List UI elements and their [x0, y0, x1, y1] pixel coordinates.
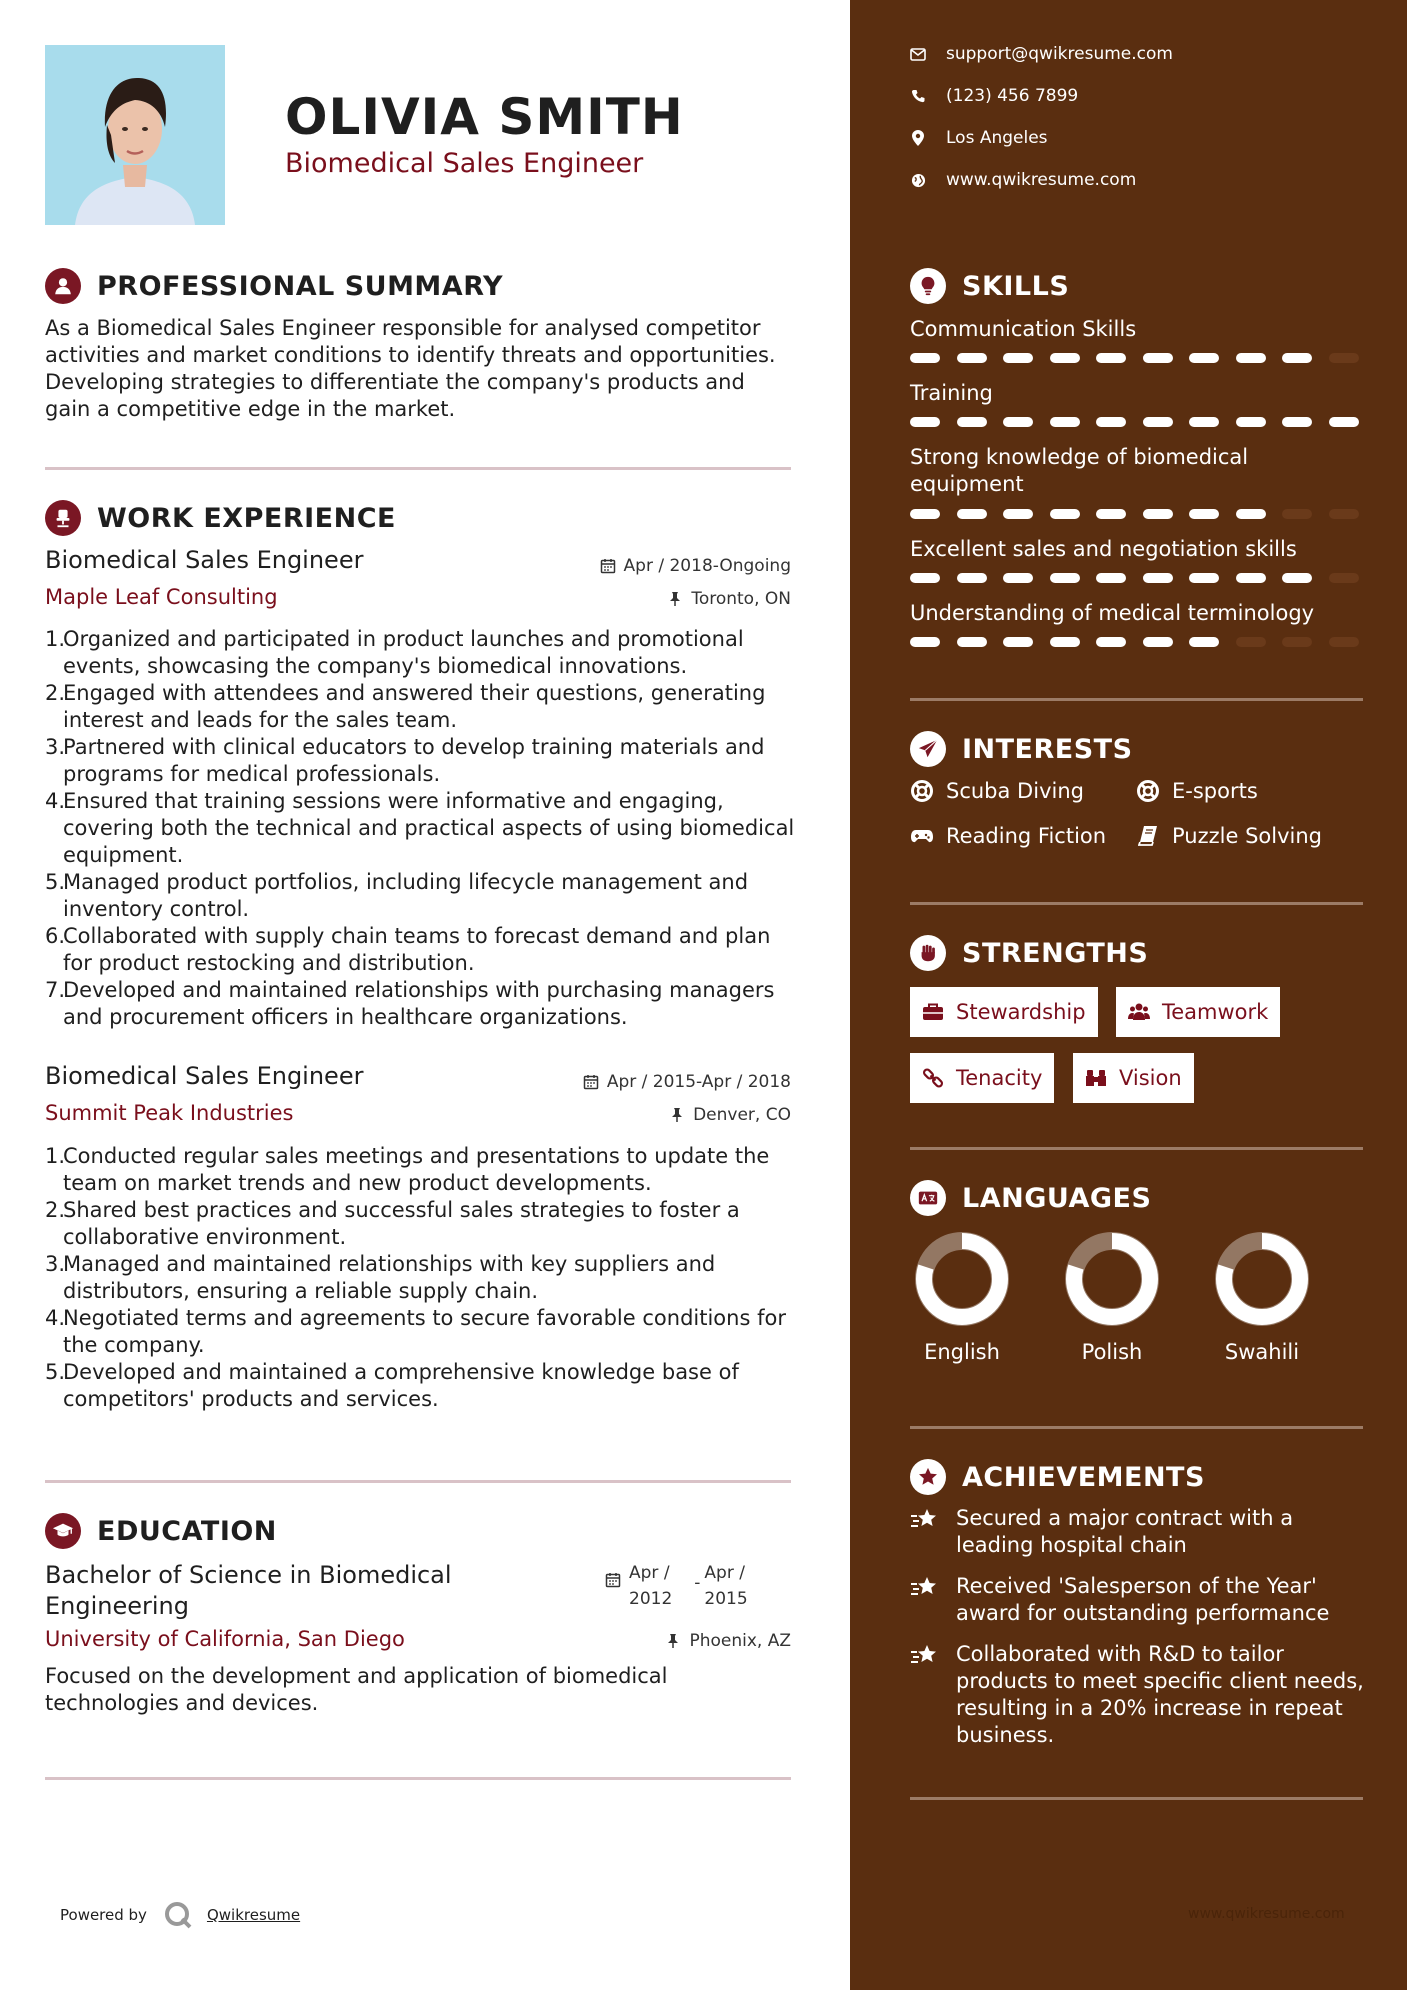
skill-dash: [1096, 637, 1126, 647]
skills-heading: [910, 268, 1069, 304]
interest-item: Scuba Diving: [910, 779, 1084, 803]
skill-dash: [957, 417, 987, 427]
calendar-icon: [605, 1572, 621, 1588]
section-divider: [45, 1480, 791, 1483]
summary-text: As a Biomedical Sales Engineer responsible for analysed competitor activities and market conditions to identify threats and opportunities. Developing strategies to differentiate the company's products and gain a competitive edge in the market.: [45, 316, 776, 421]
office-chair-icon: [45, 500, 81, 536]
language-item: [1212, 1232, 1312, 1364]
skill-level-bar: [910, 637, 1370, 647]
sidebar: [850, 0, 1407, 1990]
skill-dash: [1236, 417, 1266, 427]
education-start: Apr / 2012: [629, 1563, 673, 1609]
skill-dash: [1143, 573, 1173, 583]
company-name: Summit Peak Industries: [45, 1101, 294, 1125]
language-name: Swahili: [1224, 1340, 1300, 1364]
skills-title: SKILLS: [962, 270, 1070, 302]
profile-photo: [45, 45, 225, 225]
job-dates: [600, 556, 791, 576]
list-item: 7.Developed and maintained relationships with purchasing managers and procurement officers in healthcare organizations.: [45, 978, 775, 1029]
section-divider: [910, 902, 1363, 905]
skill-dash: [910, 637, 940, 647]
strength-badge: Vision: [1073, 1053, 1194, 1103]
contact-website[interactable]: www.qwikresume.com: [910, 170, 1136, 190]
phone-icon: [910, 88, 926, 104]
powered-by: [60, 1900, 300, 1930]
job-location: [667, 589, 791, 609]
qwikresume-logo-icon: [163, 1900, 193, 1930]
duties-list: [45, 626, 795, 1031]
education-title: EDUCATION: [97, 1515, 277, 1547]
language-name: Polish: [1081, 1340, 1143, 1364]
section-divider: [910, 1797, 1363, 1800]
pin-icon: [667, 591, 683, 607]
interest-item: Puzzle Solving: [1136, 824, 1322, 848]
job-location-text: Toronto, ON: [691, 589, 791, 609]
language-name: English: [924, 1340, 1000, 1364]
experience-title: WORK EXPERIENCE: [97, 502, 396, 534]
skill-level-bar: [910, 573, 1370, 583]
list-item: 1.Conducted regular sales meetings and presentations to update the team on market trends and new product developments.: [45, 1144, 770, 1195]
map-marker-icon: [910, 130, 926, 146]
achievement-item: Received 'Salesperson of the Year' award for outstanding performance: [910, 1573, 1370, 1627]
skill-dash: [1003, 509, 1033, 519]
skill-dash: [1050, 637, 1080, 647]
skill-dash: [1282, 417, 1312, 427]
skill-level-bar: [910, 417, 1370, 427]
binoculars-icon: [1085, 1067, 1107, 1089]
skill-dash: [1189, 573, 1219, 583]
skill-dash: [1189, 417, 1219, 427]
skill-level-bar: [910, 509, 1370, 519]
skill-dash: [1236, 353, 1266, 363]
envelope-icon: [910, 46, 926, 62]
section-divider: [910, 1147, 1363, 1150]
skill-dash: [910, 573, 940, 583]
skill-dash: [957, 573, 987, 583]
skill-name: Understanding of medical terminology: [910, 601, 1315, 625]
skill-dash: [1282, 637, 1312, 647]
skill-dash: [1189, 353, 1219, 363]
skill-dash: [1282, 353, 1312, 363]
skill-dash: [1329, 573, 1359, 583]
job-dates-text: Apr / 2018-Ongoing: [623, 556, 791, 576]
skill-dash: [910, 509, 940, 519]
skill-dash: [1003, 573, 1033, 583]
strengths-heading: [910, 935, 1148, 971]
candidate-role: Biomedical Sales Engineer: [285, 148, 644, 179]
language-level-ring: [1215, 1232, 1309, 1326]
languages-heading: [910, 1180, 1151, 1216]
skill-name: Training: [910, 381, 993, 405]
skill-dash: [1096, 509, 1126, 519]
footer-website: www.qwikresume.com: [1188, 1906, 1345, 1922]
skill-dash: [1282, 509, 1312, 519]
strength-badge: Stewardship: [910, 987, 1098, 1037]
paper-plane-icon: [910, 731, 946, 767]
powered-by-label: Powered by: [60, 1906, 147, 1924]
education-description: Focused on the development and application of biomedical technologies and devices.: [45, 1664, 668, 1715]
list-item: 2.Engaged with attendees and answered their questions, generating interest and leads for the sales team.: [45, 681, 766, 732]
skill-dash: [1050, 573, 1080, 583]
skill-level-bar: [910, 353, 1370, 363]
list-item: 5.Developed and maintained a comprehensive knowledge base of competitors' products and services.: [45, 1360, 739, 1411]
list-item: 5.Managed product portfolios, including lifecycle management and inventory control.: [45, 870, 749, 921]
list-item: 3.Partnered with clinical educators to develop training materials and programs for medical professionals.: [45, 735, 765, 786]
achievement-item: Collaborated with R&D to tailor products to meet specific client needs, resulting in a 20% increase in repeat business.: [910, 1641, 1370, 1749]
skill-dash: [1236, 573, 1266, 583]
languages-title: LANGUAGES: [962, 1182, 1152, 1214]
strength-badge: Teamwork: [1116, 987, 1280, 1037]
achievements-title: ACHIEVEMENTS: [962, 1461, 1205, 1493]
skill-dash: [1003, 353, 1033, 363]
section-divider: [45, 1777, 791, 1780]
summary-heading: [45, 268, 503, 304]
skill-dash: [1143, 509, 1173, 519]
strength-badge: Tenacity: [910, 1053, 1054, 1103]
user-icon: [45, 268, 81, 304]
skill-dash: [1329, 637, 1359, 647]
pin-icon: [665, 1633, 681, 1649]
contact-location: Los Angeles: [910, 128, 1048, 148]
skill-dash: [910, 353, 940, 363]
briefcase-icon: [922, 1001, 944, 1023]
section-divider: [910, 698, 1363, 701]
education-dates: [605, 1560, 770, 1612]
skill-dash: [1189, 637, 1219, 647]
skill-dash: [1282, 573, 1312, 583]
list-item: 1.Organized and participated in product launches and promotional events, showcasing the company's biomedical innovations.: [45, 627, 744, 678]
calendar-icon: [583, 1074, 599, 1090]
skill-dash: [1143, 417, 1173, 427]
qwikresume-link[interactable]: Qwikresume: [206, 1906, 301, 1924]
skill-dash: [1236, 509, 1266, 519]
list-item: 3.Managed and maintained relationships with key suppliers and distributors, ensuring a reliable supply chain.: [45, 1252, 716, 1303]
skill-dash: [1329, 417, 1359, 427]
fist-icon: [910, 935, 946, 971]
experience-heading: [45, 500, 396, 536]
job-dates: [583, 1072, 791, 1092]
section-divider: [45, 467, 791, 470]
calendar-icon: [600, 558, 616, 574]
summary-title: PROFESSIONAL SUMMARY: [97, 270, 504, 302]
job-location-text: Denver, CO: [693, 1105, 791, 1125]
star-icon: [910, 1505, 940, 1535]
globe-icon: [910, 172, 926, 188]
skill-dash: [1050, 353, 1080, 363]
education-end: Apr / 2015: [704, 1563, 748, 1609]
duties-list: [45, 1143, 795, 1413]
list-item: 4.Ensured that training sessions were informative and engaging, covering both the technical and practical aspects of using biomedical equipment.: [45, 789, 795, 867]
skill-dash: [1050, 509, 1080, 519]
education-heading: [45, 1513, 277, 1549]
contact-email[interactable]: support@qwikresume.com: [910, 44, 1173, 64]
job-dates-text: Apr / 2015-Apr / 2018: [606, 1072, 791, 1092]
job-title: Biomedical Sales Engineer: [45, 546, 364, 574]
list-item: 6.Collaborated with supply chain teams to forecast demand and plan for product restocking and distribution.: [45, 924, 771, 975]
skill-dash: [1329, 509, 1359, 519]
skill-name: Excellent sales and negotiation skills: [910, 537, 1297, 561]
skill-dash: [1003, 417, 1033, 427]
skill-dash: [1329, 353, 1359, 363]
strengths-title: STRENGTHS: [962, 937, 1149, 969]
achievements-heading: [910, 1459, 1205, 1495]
interests-heading: [910, 731, 1133, 767]
language-icon: [910, 1180, 946, 1216]
skill-dash: [1003, 637, 1033, 647]
list-item: 2.Shared best practices and successful sales strategies to foster a collaborative environment.: [45, 1198, 740, 1249]
skill-dash: [1143, 637, 1173, 647]
candidate-name: OLIVIA SMITH: [285, 88, 684, 146]
skill-dash: [1236, 637, 1266, 647]
achievement-item: Secured a major contract with a leading hospital chain: [910, 1505, 1370, 1559]
section-divider: [910, 1426, 1363, 1429]
skill-name: Communication Skills: [910, 317, 1137, 341]
school-name: University of California, San Diego: [45, 1627, 405, 1651]
graduation-cap-icon: [45, 1513, 81, 1549]
education-location: [665, 1631, 791, 1651]
skill-dash: [957, 353, 987, 363]
skill-dash: [957, 509, 987, 519]
contact-phone[interactable]: (123) 456 7899: [910, 86, 1078, 106]
pin-icon: [669, 1107, 685, 1123]
star-icon: [910, 1641, 940, 1671]
date-separator: -: [694, 1573, 701, 1593]
link-icon: [922, 1067, 944, 1089]
book-icon: [1136, 824, 1160, 848]
list-item: 4.Negotiated terms and agreements to secure favorable conditions for the company.: [45, 1306, 786, 1357]
gamepad-icon: [910, 824, 934, 848]
skill-name: Strong knowledge of biomedical equipment: [910, 445, 1249, 496]
language-item: [1062, 1232, 1162, 1364]
skill-dash: [1189, 509, 1219, 519]
star-badge-icon: [910, 1459, 946, 1495]
skill-dash: [1096, 417, 1126, 427]
interests-title: INTERESTS: [962, 733, 1133, 765]
skill-dash: [1050, 417, 1080, 427]
life-ring-icon: [1136, 779, 1160, 803]
skill-dash: [1096, 353, 1126, 363]
life-ring-icon: [910, 779, 934, 803]
interest-item: Reading Fiction: [910, 824, 1106, 848]
degree-title: Bachelor of Science in Biomedical Engineering: [45, 1561, 452, 1620]
skill-dash: [1143, 353, 1173, 363]
job-location: [669, 1105, 791, 1125]
star-icon: [910, 1573, 940, 1603]
language-level-ring: [915, 1232, 1009, 1326]
language-item: [912, 1232, 1012, 1364]
education-location-text: Phoenix, AZ: [689, 1631, 791, 1651]
skill-dash: [957, 637, 987, 647]
skill-dash: [1096, 573, 1126, 583]
skill-dash: [910, 417, 940, 427]
lightbulb-icon: [910, 268, 946, 304]
job-title: Biomedical Sales Engineer: [45, 1062, 364, 1090]
interest-item: E-sports: [1136, 779, 1258, 803]
users-icon: [1128, 1001, 1150, 1023]
company-name: Maple Leaf Consulting: [45, 585, 278, 609]
language-level-ring: [1065, 1232, 1159, 1326]
